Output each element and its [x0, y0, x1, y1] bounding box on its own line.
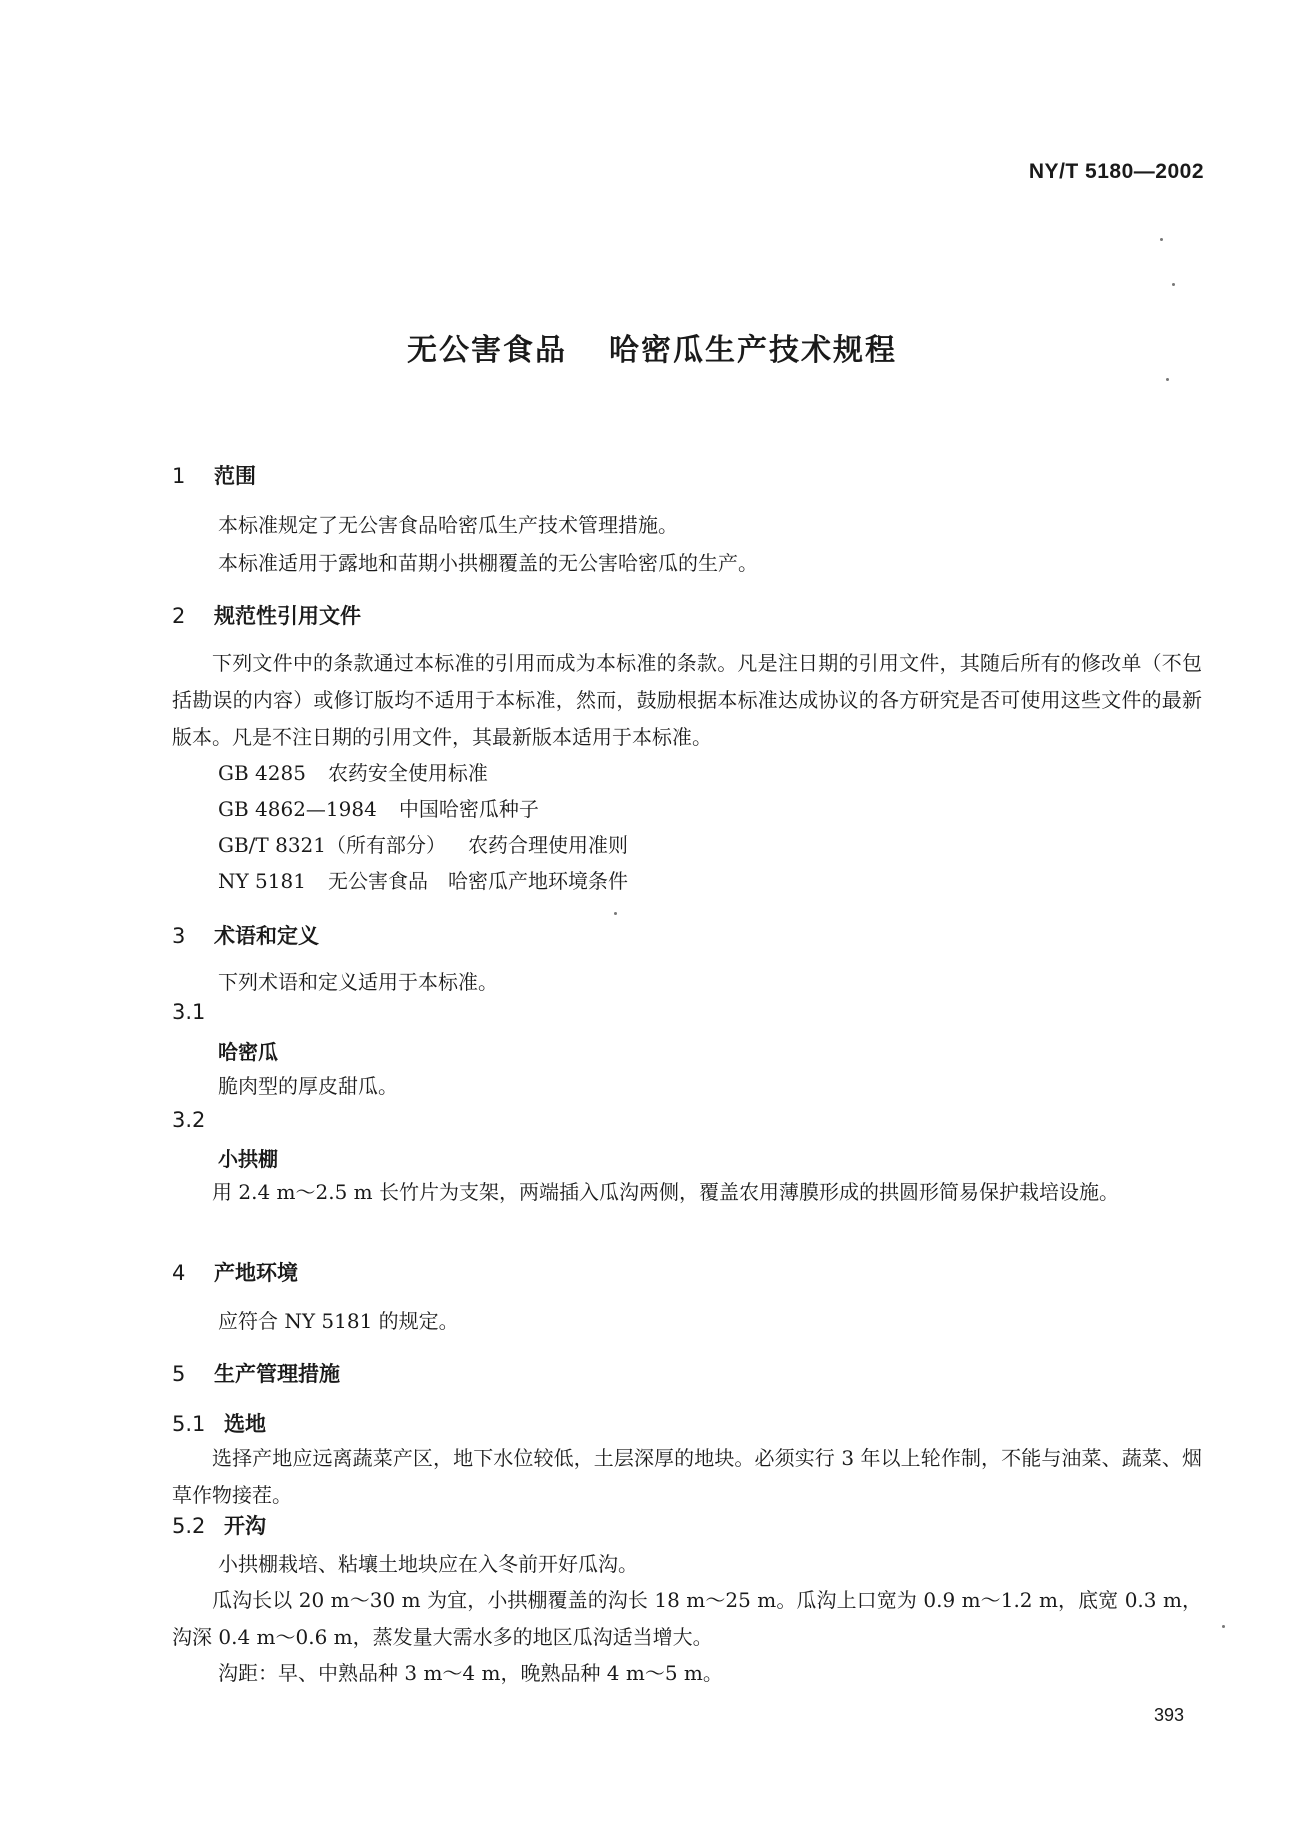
scan-speck [1166, 378, 1169, 381]
term-3-2-definition: 用 2.4 m～2.5 m 长竹片为支架，两端插入瓜沟两侧，覆盖农用薄膜形成的拱圆形简易保护栽培设施。 [212, 1180, 1119, 1204]
reference-item: NY 5181 无公害食品 哈密瓜产地环境条件 [218, 869, 628, 893]
reference-item: GB/T 8321（所有部分） 农药合理使用准则 [218, 833, 629, 857]
scan-speck [1160, 238, 1163, 241]
section-4-para: 应符合 NY 5181 的规定。 [218, 1309, 459, 1333]
section-3-heading: 3 术语和定义 [172, 924, 319, 948]
subsection-5-1-heading: 5.1 选地 [172, 1412, 266, 1436]
title-part-2: 哈密瓜生产技术规程 [609, 333, 897, 368]
reference-item: GB 4285 农药安全使用标准 [218, 761, 488, 785]
term-3-1-definition: 脆肉型的厚皮甜瓜。 [218, 1074, 398, 1098]
section-3-intro: 下列术语和定义适用于本标准。 [218, 970, 498, 994]
section-4-heading: 4 产地环境 [172, 1261, 298, 1285]
section-1-para-2: 本标准适用于露地和苗期小拱棚覆盖的无公害哈密瓜的生产。 [218, 551, 758, 575]
subsection-5-2-para-2: 瓜沟长以 20 m～30 m 为宜，小拱棚覆盖的沟长 18 m～25 m。瓜沟上口宽为 0.9 m～1.2 m，底宽 0.3 m，沟深 0.4 m～0.6 m，蒸发量大需水多的地区瓜沟适当增大。 [172, 1588, 1202, 1649]
scan-speck [1222, 1625, 1225, 1628]
subsection-5-2-para-3: 沟距：早、中熟品种 3 m～4 m，晚熟品种 4 m～5 m。 [218, 1661, 723, 1685]
scan-speck [614, 912, 617, 915]
subsection-5-2-para-1: 小拱棚栽培、粘壤土地块应在入冬前开好瓜沟。 [218, 1552, 638, 1576]
term-3-1-number: 3.1 [172, 1000, 206, 1024]
title-part-1: 无公害食品 [407, 333, 567, 368]
document-title [0, 325, 1304, 369]
page-number: 393 [1153, 1705, 1184, 1725]
section-2-intro: 下列文件中的条款通过本标准的引用而成为本标准的条款。凡是注日期的引用文件，其随后所有的修改单（不包括勘误的内容）或修订版均不适用于本标准，然而，鼓励根据本标准达成协议的各方研究是否可使用这些文件的最新版本。凡是不注日期的引用文件，其最新版本适用于本标准。 [172, 651, 1202, 749]
term-3-2-name: 小拱棚 [218, 1147, 278, 1171]
term-3-1-name: 哈密瓜 [218, 1040, 278, 1064]
subsection-5-2-heading: 5.2 开沟 [172, 1514, 266, 1538]
section-1-para-1: 本标准规定了无公害食品哈密瓜生产技术管理措施。 [218, 513, 678, 537]
scan-speck [1172, 283, 1175, 286]
reference-item: GB 4862—1984 中国哈密瓜种子 [218, 797, 539, 821]
term-3-2-number: 3.2 [172, 1108, 206, 1132]
section-2-heading: 2 规范性引用文件 [172, 604, 361, 628]
subsection-5-1-para: 选择产地应远离蔬菜产区，地下水位较低，土层深厚的地块。必须实行 3 年以上轮作制，不能与油菜、蔬菜、烟草作物接茬。 [172, 1446, 1202, 1507]
section-5-heading: 5 生产管理措施 [172, 1362, 340, 1386]
standard-code: NY/T 5180—2002 [1028, 160, 1204, 183]
section-1-heading: 1 范围 [172, 464, 256, 488]
